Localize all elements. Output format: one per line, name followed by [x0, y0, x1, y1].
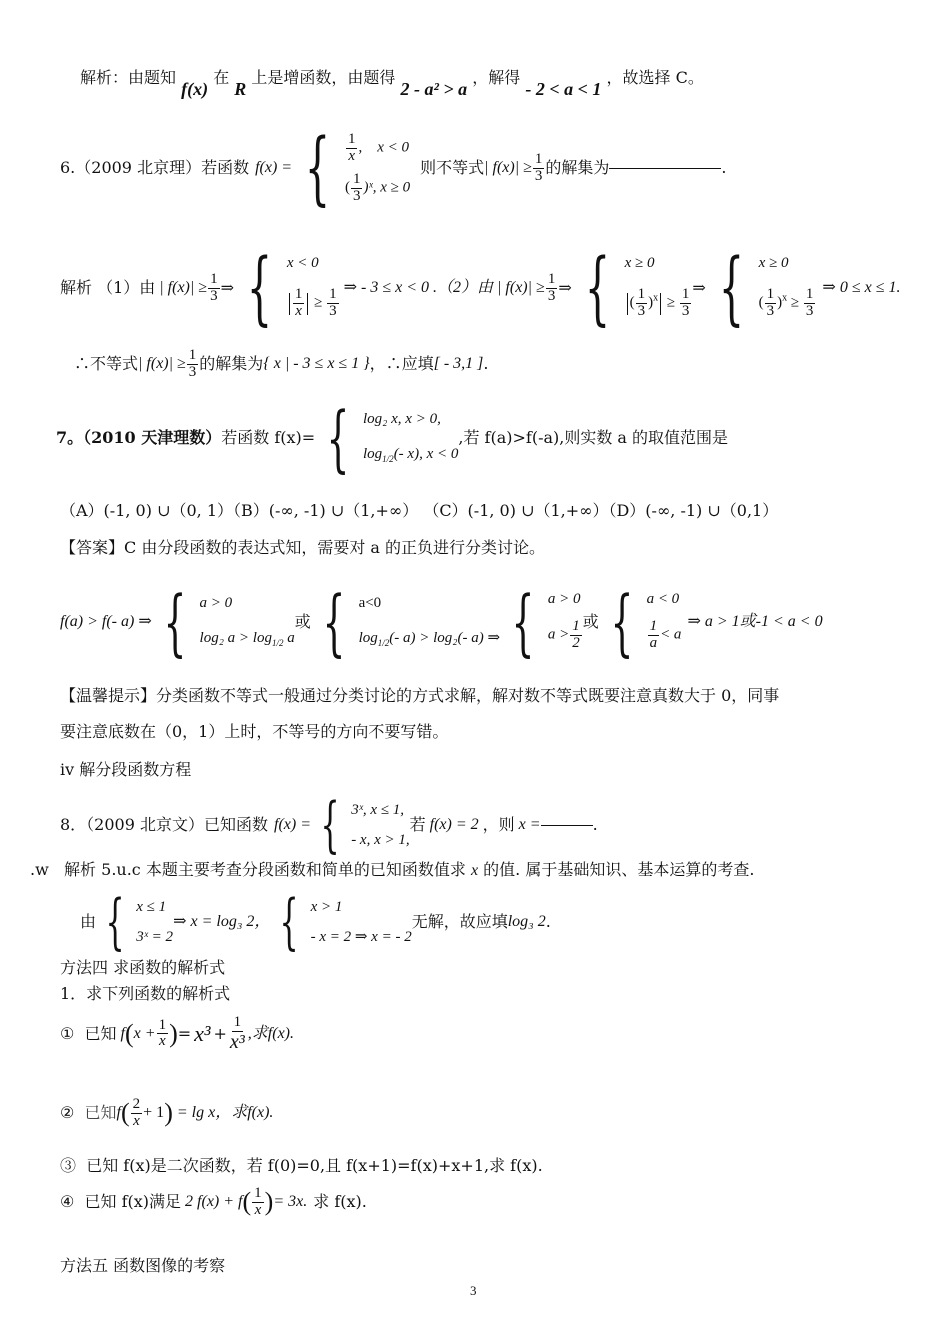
tip-line-1: 【温馨提示】分类函数不等式一般通过分类讨论的方式求解，解对数不等式既要注意真数大于 0，同事: [60, 686, 780, 705]
question-7: 7。（2010 天津理数） 若函数 f(x)= { log₂ x, x > 0, $\log_{1/2}(-$ x), x < 0 ,若 f(a)>f(-a),则实数 a 的取值范围是: [56, 396, 729, 480]
system-case1: { x < 0 $\frac{1}{x}$ ≥ $\frac{1}{3}$: [246, 241, 337, 334]
question-7-answer: 【答案】C 由分段函数的表达式知，需要对 a 的正负进行分类讨论。: [60, 538, 546, 557]
piecewise-system: { log₂ x, x > 0, $\log_{1/2}(-$ x), x < 0: [326, 396, 459, 480]
question-text: 6.（2009 北京理）若函数: [60, 158, 250, 177]
method-4-question: 1．求下列函数的解析式: [60, 984, 231, 1003]
question-7-solution: f(a) > f(- a) ⇒ { a > 0 log₂ $a > \log_{1/2} a$ 或 { a<0 $\log_{1/2}(-$ a) > log₂(- a) ⇒ { a > 0 a > $\frac{1}{2}$ 或 { a < 0 $\frac{1}{a}$ < a ⇒ a > 1或-1 < a < 0: [60, 580, 823, 664]
text: 解析：由题知: [80, 68, 177, 87]
math-R: R: [234, 79, 247, 99]
text: 的解集为: [545, 158, 610, 177]
text: ，解得: [472, 68, 521, 87]
answer-8-solution: 由 { x ≤ 1 3ˣ = 2 ⇒ x = log₃ 2， { x > 1 - x = 2 ⇒ x = - 2 无解，故应填 log₃ 2 .: [80, 887, 551, 957]
page-number: 3: [470, 1283, 477, 1298]
system-case2b: { x ≥ 0 ( $\frac{1}{3}$ )$^x$ ≥ $\frac{1}{3}$: [718, 241, 814, 334]
math-fx: f(x) =: [255, 159, 293, 176]
section-heading: ⅳ 解分段函数方程: [60, 760, 192, 779]
math-result: - 2 < a < 1: [525, 79, 602, 99]
method-4-heading: 方法四 求函数的解析式: [60, 958, 226, 977]
question-6: 6.（2009 北京理）若函数 f(x) = { $\frac{1}{x}$ , x < 0 ( $\frac{1}{3}$ )ˣ, x ≥ 0 则不等式 | f(x)| ≥ $\frac{1}{3}$ 的解集为 .: [60, 121, 727, 214]
text: 上是增函数，由题得: [251, 68, 396, 87]
text: 在: [213, 68, 230, 87]
exercise-2: ② 已知 f ( $\frac{2}{x}$ + 1 ) = lg x，求f(x).: [60, 1096, 274, 1129]
answer-blank[interactable]: [609, 168, 721, 169]
question-8: 8．（2009 北京文）已知函数 f(x) = { 3ˣ, x ≤ 1, - x, x > 1, 若 f(x) = 2 ，则 x = .: [60, 790, 598, 860]
solution-line-1: [80, 68, 704, 99]
piecewise-system: { $\frac{1}{x}$ , x < 0 ( $\frac{1}{3}$ )ˣ, x ≥ 0: [304, 121, 411, 214]
question-heading: 7。（2010 天津理数）: [56, 428, 222, 447]
text: 则不等式: [420, 158, 485, 177]
text: ，故选择 C。: [606, 68, 704, 87]
math-abs: | f(x)| ≥: [484, 159, 532, 176]
tip-line-2: 要注意底数在（0，1）上时，不等号的方向不要写错。: [60, 722, 449, 741]
answer-6: 解析 （1）由 | f(x)| ≥ $\frac{1}{3}$ ⇒ { x < 0 $\frac{1}{x}$ ≥ $\frac{1}{3}$ ⇒ - 3 ≤ x < 0 .（2）由 | f(x)| ≥ $\frac{1}{3}$ ⇒ { x ≥ 0 ( $\frac{1}{3}$ )$^x$ ≥ $\frac{1}{3}$ ⇒ { x ≥ 0 ( $\frac{1}{3}$ )$^x$ ≥ $\frac{1}{3}$ ⇒ 0 ≤ x ≤ 1.: [60, 241, 901, 334]
method-5-heading: 方法五 函数图像的考察: [60, 1256, 226, 1275]
text: 解析 （1）由: [60, 278, 156, 297]
question-7-options: （A）(-1, 0) ∪（0, 1）（B）(-∞, -1) ∪（1,+∞） （C）(-1, 0) ∪（1,+∞）（D）(-∞, -1) ∪（0,1）: [60, 501, 779, 520]
math-ineq: 2 - a² > a: [400, 79, 468, 99]
math-fx: f(x): [181, 79, 209, 99]
answer-blank[interactable]: [541, 825, 593, 826]
answer-8-intro: .w 解析 5.u.c 本题主要考查分段函数和简单的已知函数值求 x 的值. 属于基础知识、基本运算的考查.: [30, 860, 755, 879]
system-case2: { x ≥ 0 ( $\frac{1}{3}$ )$^x$ ≥ $\frac{1}{3}$: [584, 241, 690, 334]
exercise-1: ① 已知 f ( x + $\frac{1}{x}$ ) = x³ + $\frac{1}{\text{x³}}$ ,求f(x).: [60, 1014, 295, 1053]
exercise-3: ③ 已知 f(x)是二次函数，若 f(0)=0,且 f(x+1)=f(x)+x+1,求 f(x).: [60, 1156, 543, 1175]
exercise-4: ④ 已知 f(x)满足 2 f(x) + f ( $\frac{1}{x}$ ) = 3x. 求 f(x).: [60, 1185, 367, 1218]
answer-6-conclusion: ∴不等式 | f(x)| ≥ $\frac{1}{3}$ 的解集为 { x | - 3 ≤ x ≤ 1 } ，∴应填 [ - 3,1 ] .: [74, 347, 489, 380]
